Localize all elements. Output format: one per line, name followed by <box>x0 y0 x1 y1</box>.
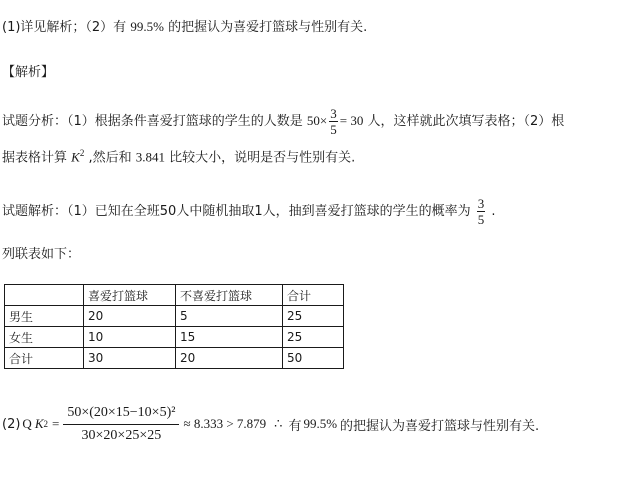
analysis-line-2 <box>2 144 355 167</box>
analysis-frac-den: 5 <box>330 122 337 137</box>
answer-prefix: (1)详见解析；（2）有 <box>2 20 127 35</box>
section-title <box>2 64 54 82</box>
analysis-fraction <box>329 106 338 137</box>
table-cell: 男生 <box>5 306 84 327</box>
analysis-threshold: 3.841 <box>135 149 165 165</box>
formula-k-symbol: K <box>34 416 44 431</box>
table-cell: 合计 <box>5 348 84 369</box>
analysis-line2-b: ,然后和 <box>88 150 132 166</box>
table-cell: 30 <box>84 348 176 369</box>
solution-fraction <box>477 196 486 227</box>
analysis-part2: 人，这样就此次填写表格；（2）根 <box>367 114 565 129</box>
answer-suffix: 的把握认为喜爱打篮球与性别有关. <box>168 20 368 35</box>
solution-frac-num: 3 <box>477 196 485 211</box>
answer-line <box>2 18 367 37</box>
analysis-part1: 试题分析：（1）根据条件喜爱打篮球的学生的人数是 <box>2 114 303 129</box>
table-cell: 20 <box>176 348 283 369</box>
analysis-line-1 <box>2 106 564 137</box>
table-edge-cell <box>344 348 363 369</box>
formula-conclusion-a: 有 <box>288 418 302 434</box>
table-cell: 10 <box>84 327 176 348</box>
solution-frac-den: 5 <box>477 212 485 227</box>
table-cell: 50 <box>283 348 344 369</box>
analysis-expr-left: 50× <box>306 113 328 128</box>
analysis-k-symbol: K <box>71 149 80 165</box>
formula-denominator: 30×20×25×25 <box>81 427 162 443</box>
formula-q: Q <box>22 416 32 431</box>
table-cell: 5 <box>176 306 283 327</box>
table-header-cell: 合计 <box>283 285 344 306</box>
solution-end: . <box>491 204 496 219</box>
table-cell: 20 <box>84 306 176 327</box>
table-intro-text: 列联表如下： <box>2 247 81 262</box>
formula-prefix: (2) <box>2 416 21 432</box>
analysis-line2-c: 比较大小，说明是否与性别有关. <box>169 150 356 166</box>
therefore-symbol: ∴ <box>274 416 283 431</box>
formula-fraction <box>63 405 179 444</box>
chi-square-formula <box>2 398 539 450</box>
analysis-k-exp: 2 <box>79 148 85 158</box>
table-edge-cell <box>344 327 363 348</box>
analysis-expr-right: = 30 <box>339 113 364 128</box>
formula-percent: 99.5% <box>303 416 338 431</box>
formula-conclusion-b: 的把握认为喜爱打篮球与性别有关. <box>340 418 540 434</box>
table-header-row <box>5 285 363 306</box>
table-header-cell <box>5 285 84 306</box>
formula-eq: = <box>51 416 60 431</box>
section-title-text: 【解析】 <box>2 65 55 80</box>
answer-percent: 99.5% <box>130 19 164 34</box>
table-row <box>5 327 363 348</box>
contingency-table <box>4 284 362 369</box>
solution-text: 试题解析：（1）已知在全班50人中随机抽取1人，抽到喜爱打篮球的学生的概率为 <box>2 204 471 219</box>
table-row <box>5 348 363 369</box>
analysis-line2-a: 据表格计算 <box>2 150 68 166</box>
table-cell: 15 <box>176 327 283 348</box>
table-edge-cell <box>344 306 363 327</box>
table-edge-cell <box>344 285 363 306</box>
table-row <box>5 306 363 327</box>
solution-line <box>2 196 496 227</box>
table-cell: 25 <box>283 327 344 348</box>
table-cell: 女生 <box>5 327 84 348</box>
table-header-cell: 不喜爱打篮球 <box>176 285 283 306</box>
table-intro <box>2 246 80 264</box>
formula-numerator: 50×(20×15−10×5)² <box>63 405 179 425</box>
table-header-cell: 喜爱打篮球 <box>84 285 176 306</box>
table-cell: 25 <box>283 306 344 327</box>
analysis-frac-num: 3 <box>330 106 337 121</box>
formula-k-exp: 2 <box>43 419 48 429</box>
formula-approx: ≈ 8.333 > 7.879 <box>183 416 267 431</box>
